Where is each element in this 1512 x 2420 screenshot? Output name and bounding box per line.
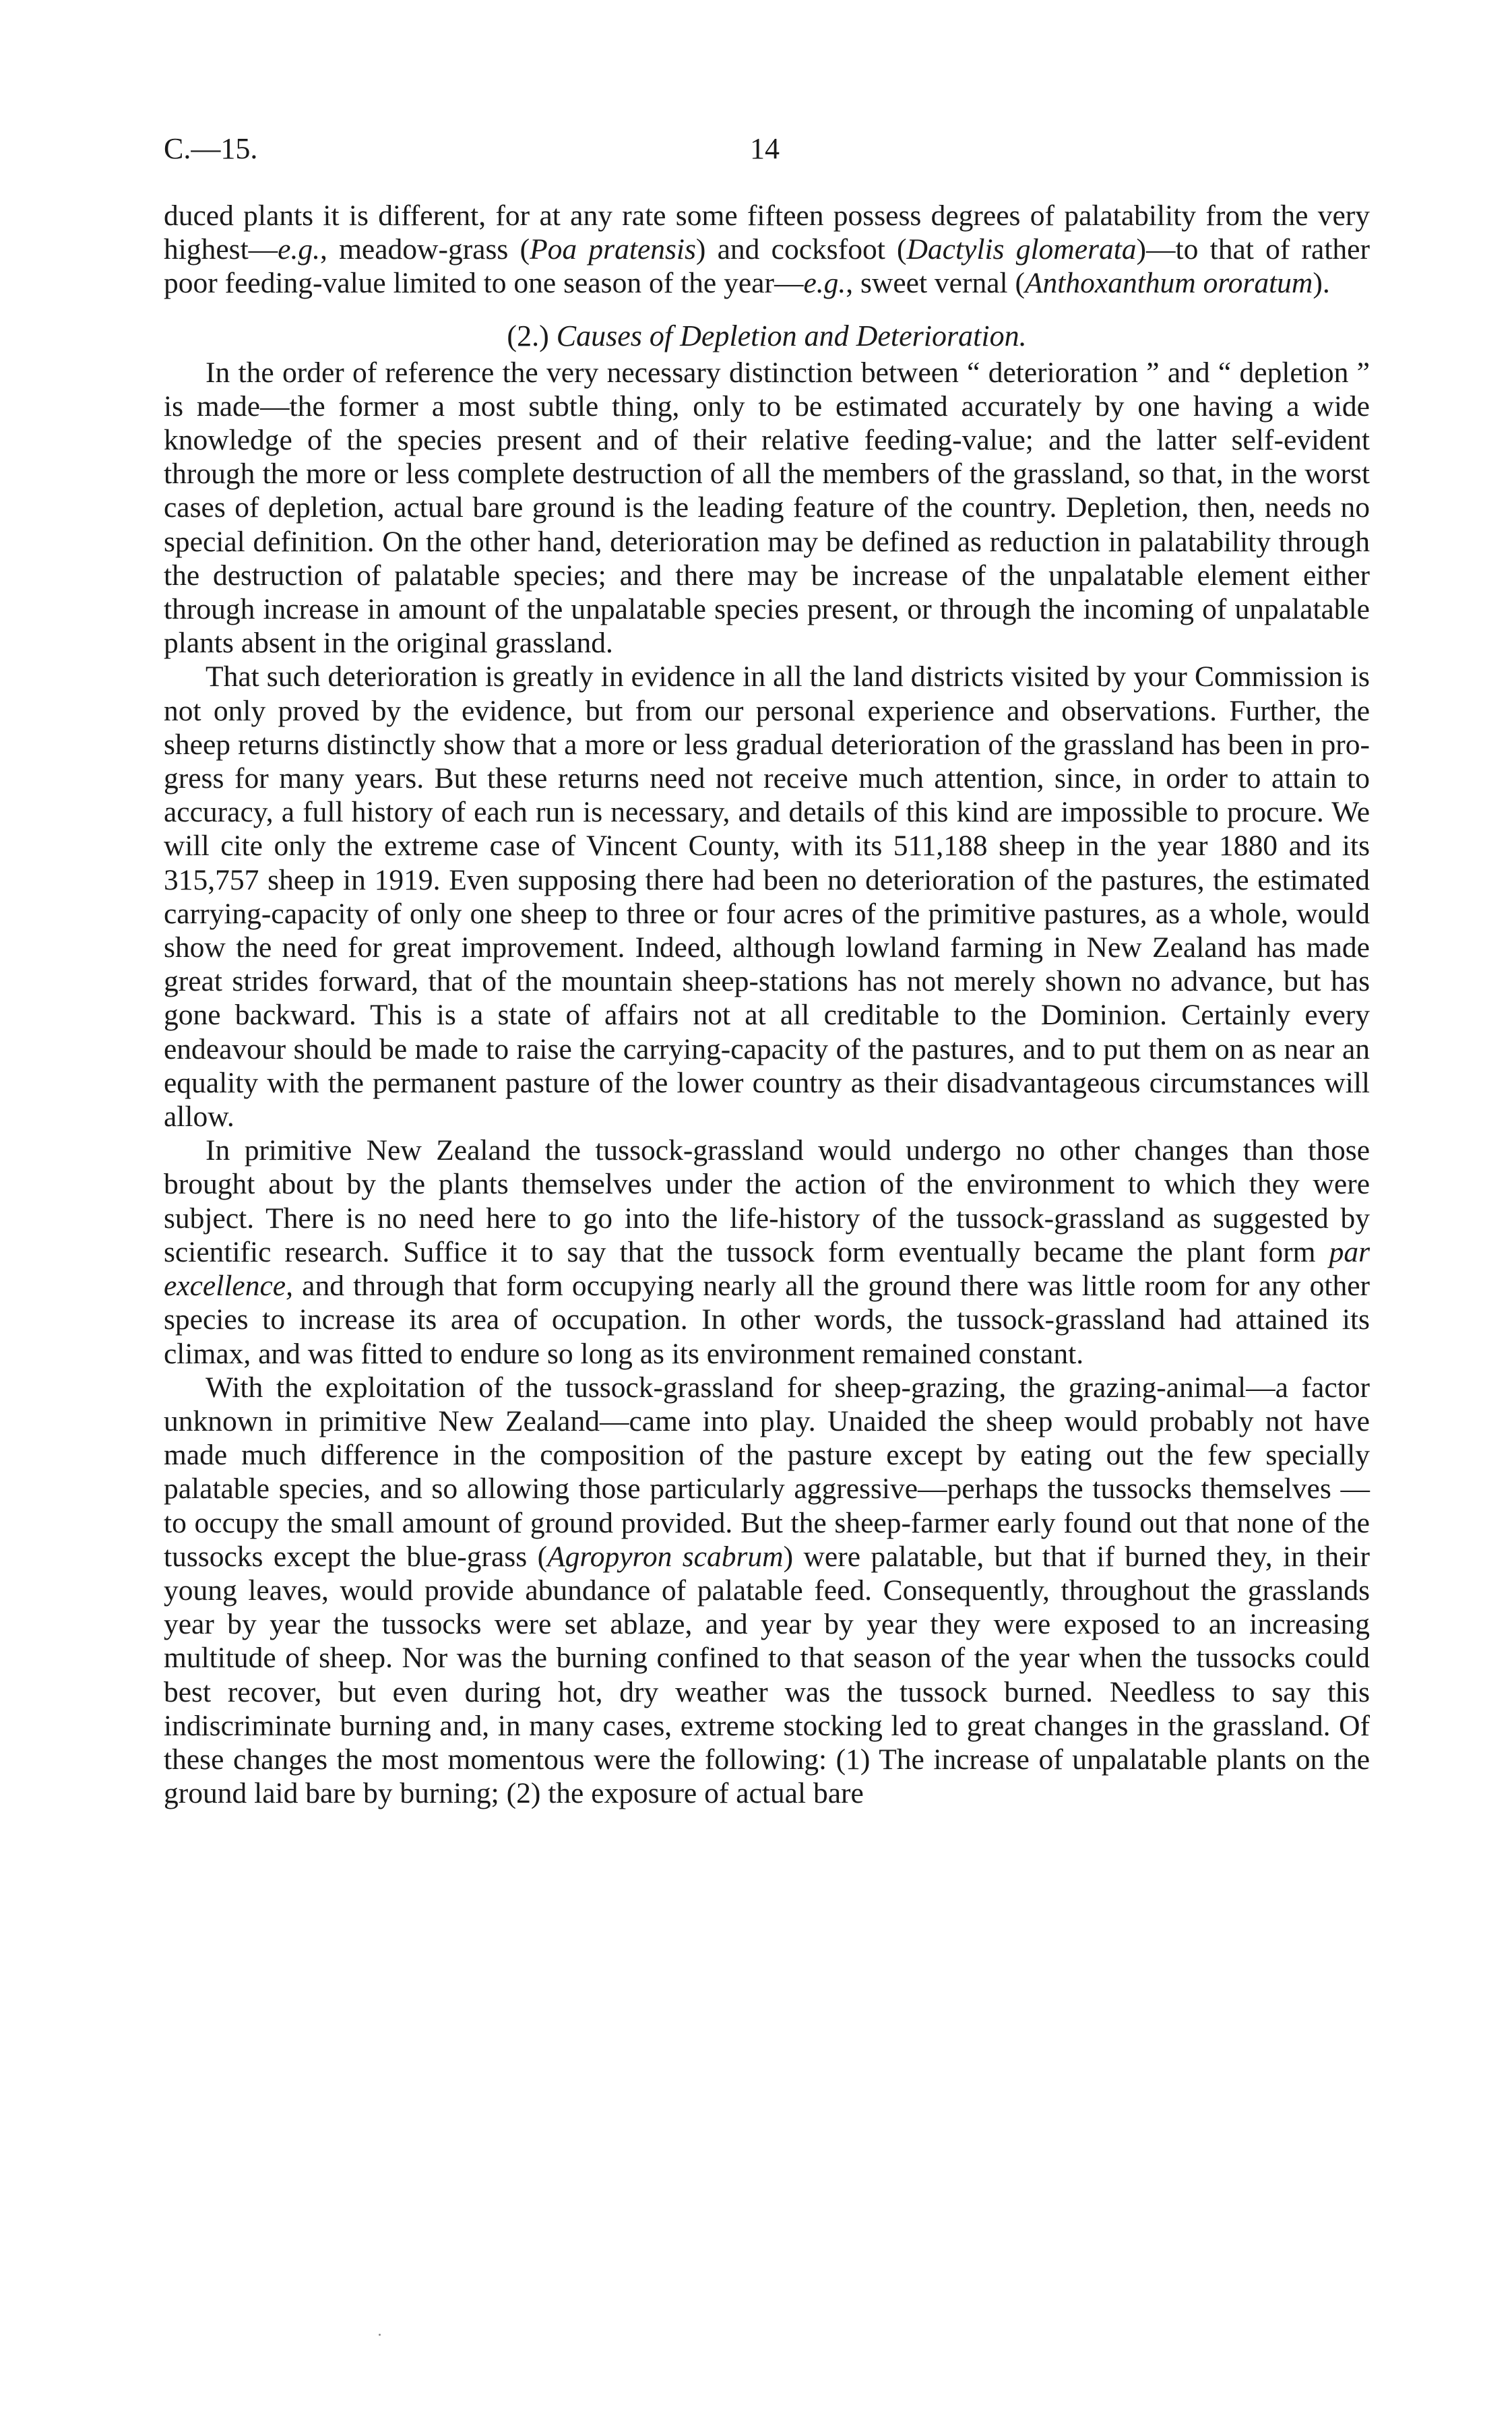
page-header (164, 131, 1370, 172)
page-number: 14 (750, 132, 780, 165)
paragraph-2: In the order of reference the very necessary distinction between “ deterioration ” and “ depletion ” is made—the former a most subtle thing, only to be estimated accurately by one having a wide knowledge of the species present and of their relative feeding-value; and the latter self-evident through the more or less complete destruction of all the members of the grassland, so that, in the worst cases of depletion, actual bare ground is the leading feature of the country. Depletion, then, needs no special definition. On the other hand, deterioration may be defined as reduction in palatability through the destruction of palatable species; and there may be increase of the unpalatable element either through increase in amount of the unpalatable species present, or through the incoming of unpalatable plants absent in the original grassland. (164, 356, 1370, 660)
section-number: (2.) (507, 319, 549, 352)
body-text (164, 199, 1370, 1810)
section-heading (164, 319, 1370, 353)
page-code: C.—15. (164, 132, 258, 165)
paragraph-5: With the exploitation of the tussock-grassland for sheep-grazing, the grazing-animal—a factor unknown in primitive New Zealand—came into play. Unaided the sheep would probably not have made much difference in the composition of the pasture except by eating out the few specially palatable species, and so allowing those particularly aggressive—perhaps the tussocks themselves —to occupy the small amount of ground provided. But the sheep-farmer early found out that none of the tussocks except the blue-grass (Agropyron scabrum) were palatable, but that if burned they, in their young leaves, would provide abundance of palatable feed. Consequently, throughout the grasslands year by year the tussocks were set ablaze, and year by year they were exposed to an increasing multitude of sheep. Nor was the burning confined to that season of the year when the tussocks could best recover, but even during hot, dry weather was the tussock burned. Needless to say this indiscriminate burning and, in many cases, extreme stocking led to great changes in the grassland. Of these changes the most momentous were the following: (1) The increase of unpalatable plants on the ground laid bare by burning; (2) the exposure of actual bare (164, 1371, 1370, 1810)
paragraph-1: duced plants it is different, for at any rate some fifteen possess degrees of palatability from the very highest—e.g., meadow-grass (Poa pratensis) and cocksfoot (Dactylis glomerata)—to that of rather poor feeding-value limited to one season of the year—e.g., sweet vernal (Anthoxanthum ororatum). (164, 199, 1370, 300)
paragraph-4: In primitive New Zealand the tussock-grassland would undergo no other changes than those brought about by the plants themselves under the action of the environment to which they were subject. There is no need here to go into the life-history of the tussock-grassland as suggested by scientific research. Suffice it to say that the tussock form eventually became the plant form par excellence, and through that form occupying nearly all the ground there was little room for any other species to increase its area of occupation. In other words, the tussock-grassland had attained its climax, and was fitted to endure so long as its environment remained constant. (164, 1134, 1370, 1370)
section-title: Causes of Depletion and Deterioration. (556, 319, 1027, 352)
paragraph-3: That such deterioration is greatly in evidence in all the land districts visited by your Commission is not only proved by the evidence, but from our personal experience and observations. Further, the sheep returns distinctly show that a more or less gradual deterioration of the grassland has been in progress for many years. But these returns need not receive much attention, since, in order to attain to accuracy, a full history of each run is necessary, and details of this kind are impossible to procure. We will cite only the extreme case of Vincent County, with its 511,188 sheep in the year 1880 and its 315,757 sheep in 1919. Even supposing there had been no deterioration of the pastures, the estimated carrying-capacity of only one sheep to three or four acres of the primitive pastures, as a whole, would show the need for great improvement. Indeed, although lowland farming in New Zealand has made great strides forward, that of the mountain sheep-stations has not merely shown no advance, but has gone backward. This is a state of affairs not at all creditable to the Dominion. Certainly every endeavour should be made to raise the carrying-capacity of the pastures, and to put them on as near an equality with the permanent pasture of the lower country as their disadvantageous circumstances will allow. (164, 660, 1370, 1134)
ink-speck (379, 2334, 381, 2336)
